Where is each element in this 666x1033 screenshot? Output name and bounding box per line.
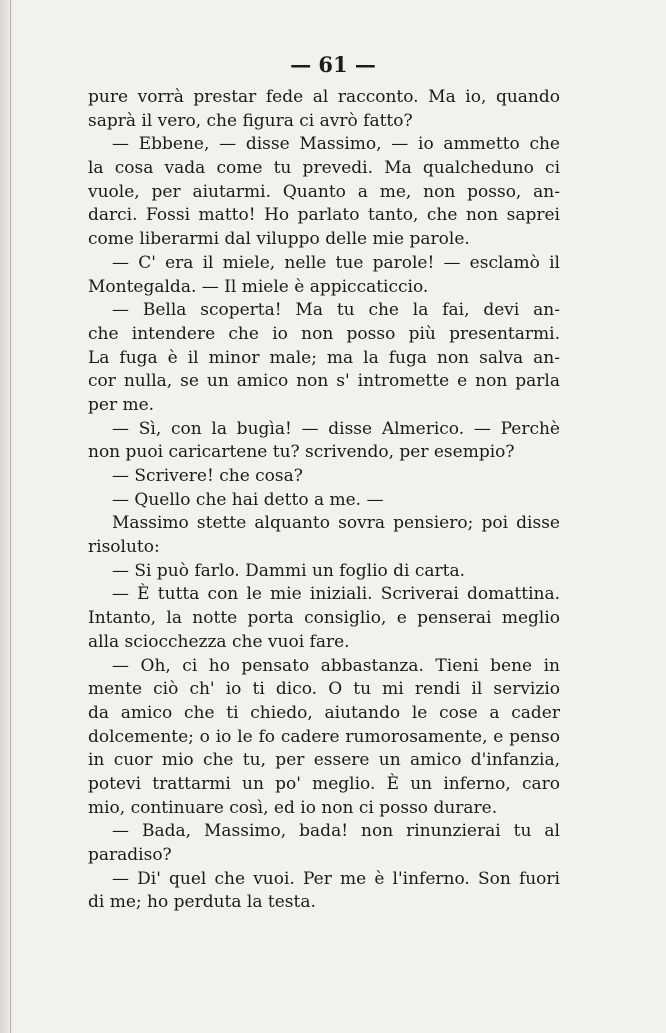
text-line: paradiso? — [88, 845, 172, 865]
text-line: potevi trattarmi un po' meglio. È un inferno, caro — [88, 773, 560, 794]
text-line: mente ciò ch' io ti dico. O tu mi rendi il servizio — [88, 679, 560, 700]
text-line: la cosa vada come tu prevedi. Ma qualcheduno ci — [88, 158, 560, 179]
text-line: — Bada, Massimo, bada! non rinunzierai tu al — [112, 821, 560, 842]
text-line: pure vorrà prestar fede al racconto. Ma io, quando — [88, 87, 560, 107]
text-line: — Sì, con la bugìa! — disse Almerico. — Perchè — [112, 418, 560, 439]
text-line: cor nulla, se un amico non s' intromette e non parla — [88, 371, 560, 392]
text-line: che intendere che io non posso più presentarmi. — [88, 323, 560, 344]
text-line: — Si può farlo. Dammi un foglio di carta. — [112, 560, 466, 581]
page-gutter-shadow — [0, 0, 14, 1033]
text-line: per me. — [88, 394, 155, 415]
text-line: — Quello che hai detto a me. — — [112, 489, 384, 510]
text-line: non puoi caricartene tu? scrivendo, per esempio? — [88, 442, 515, 463]
text-line: — È tutta con le mie iniziali. Scriverai domattina. — [112, 584, 560, 605]
text-line: La fuga è il minor male; ma la fuga non salva an- — [88, 347, 560, 368]
text-line: dolcemente; o io le fo cadere rumorosamente, e penso — [88, 726, 560, 747]
text-line: saprà il vero, che figura ci avrò fatto? — [88, 110, 413, 131]
text-line: di me; ho perduta la testa. — [88, 892, 316, 913]
page-number: — 61 — — [290, 52, 376, 77]
body-text — [88, 86, 560, 915]
text-line: — Bella scoperta! Ma tu che la fai, devi an- — [112, 300, 560, 321]
text-line: da amico che ti chiedo, aiutando le cose a cader — [88, 702, 560, 723]
text-line: darci. Fossi matto! Ho parlato tanto, che non saprei — [88, 205, 560, 226]
text-line: Montegalda. — Il miele è appiccaticcio. — [88, 276, 429, 297]
text-line: — Ebbene, — disse Massimo, — io ammetto che — [112, 134, 560, 155]
text-line: mio, continuare così, ed io non ci posso durare. — [88, 797, 498, 818]
text-line: vuole, per aiutarmi. Quanto a me, non posso, an- — [88, 181, 560, 202]
text-line: — Oh, ci ho pensato abbastanza. Tieni bene in — [112, 655, 560, 676]
text-line: risoluto: — [88, 537, 160, 558]
text-line: in cuor mio che tu, per essere un amico d'infanzia, — [88, 750, 560, 771]
text-line: come liberarmi dal viluppo delle mie parole. — [88, 229, 470, 250]
text-line: — Scrivere! che cosa? — [112, 466, 303, 486]
text-line: — C' era il miele, nelle tue parole! — esclamò il — [112, 252, 560, 273]
text-line: Intanto, la notte porta consiglio, e penserai meglio — [88, 608, 560, 629]
text-line: Massimo stette alquanto sovra pensiero; poi disse — [112, 513, 560, 534]
text-line: alla sciocchezza che vuoi fare. — [88, 631, 350, 652]
page-gutter-rule — [10, 0, 11, 1033]
text-line: — Di' quel che vuoi. Per me è l'inferno. Son fuori — [112, 868, 560, 889]
